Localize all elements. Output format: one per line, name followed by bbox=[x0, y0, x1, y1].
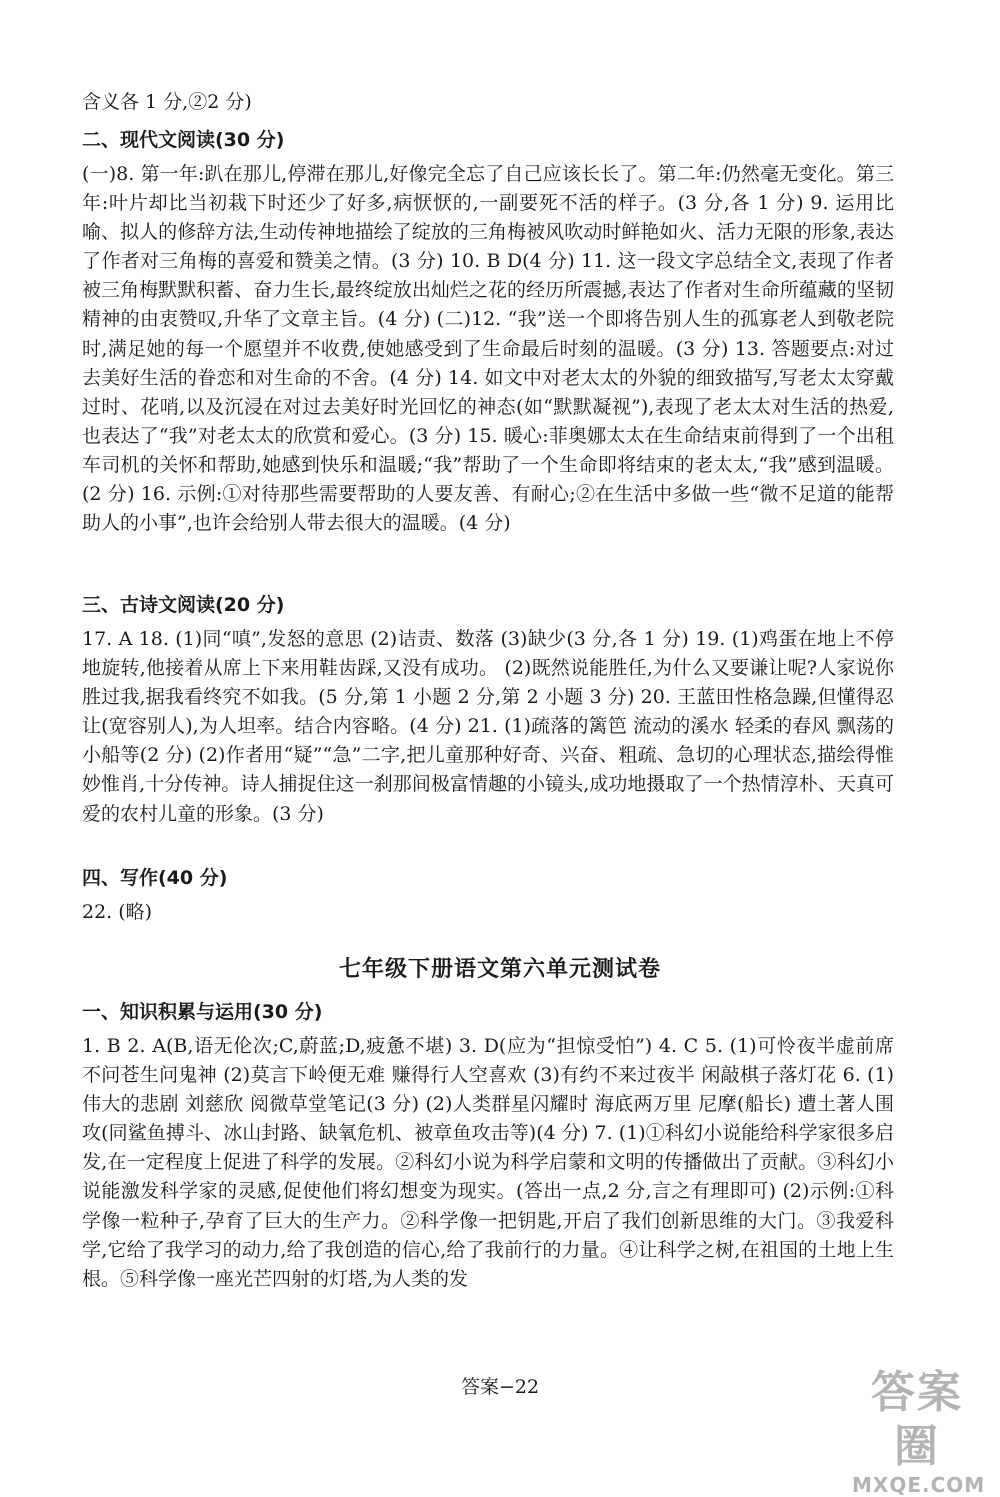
page-number: 答案−22 bbox=[460, 1376, 540, 1398]
watermark-logo bbox=[852, 1366, 986, 1497]
watermark-url: MXQE.COM bbox=[852, 1473, 986, 1497]
section-4-heading: 四、写作(40 分) bbox=[82, 867, 228, 889]
section-2-heading: 二、现代文阅读(30 分) bbox=[82, 129, 285, 151]
watermark-text: 答案圈 bbox=[871, 1367, 963, 1472]
continued-answer-line: 含义各 1 分,②2 分) bbox=[82, 91, 252, 113]
section-2-answers: (一)8. 第一年:趴在那儿,停滞在那儿,好像完全忘了自己应该长长了。第二年:仍然毫无变化。第三年:叶片却比当初栽下时还少了好多,病恹恹的,一副要死不活的样子。(3 分,各 1 分) 9. 运用比喻、拟人的修辞方法,生动传神地描绘了绽放的三角梅被风吹动时鲜艳如火、活力无限的形象,表达了作者对三角梅的喜爱和赞美之情。(3 分) 10. B D(4 分) 11. 这一段文字总结全文,表现了作者被三角梅默默积蓄、奋力生长,最终绽放出灿烂之花的经历所震撼,表达了作者对生命所蕴藏的坚韧精神的由衷赞叹,升华了文章主旨。(4 分) (二)12. “我”送一个即将告别人生的孤寡老人到敬老院时,满足她的每一个愿望并不收费,使她感受到了生命最后时刻的温暖。(3 分) 13. 答题要点:对过去美好生活的眷恋和对生命的不舍。(4 分) 14. 如文中对老太太的外貌的细致描写,写老太太穿戴过时、花哨,以及沉浸在对过去美好时光回忆的神态(如“默默凝视”),表现了老太太对生活的热爱,也表达了“我”对老太太的欣赏和爱心。(3 分) 15. 暖心:菲奥娜太太在生命结束前得到了一个出租车司机的关怀和帮助,她感到快乐和温暖;“我”帮助了一个生命即将结束的老太太,“我”感到温暖。(2 分) 16. 示例:①对待那些需要帮助的人要友善、有耐心;②在生活中多做一些“微不足道的能帮助人的小事”,也许会给别人带去很大的温暖。(4 分) bbox=[82, 163, 894, 535]
section-3-answers: 17. A 18. (1)同“嗔”,发怒的意思 (2)诘责、数落 (3)缺少(3 分,各 1 分) 19. (1)鸡蛋在地上不停地旋转,他接着从席上下来用鞋齿踩,又没有成功。 (2)既然说能胜任,为什么又要谦让呢?人家说你胜过我,据我看终究不如我。(5 分,第 1 小题 2 分,第 2 小题 3 分) 20. 王蓝田性格急躁,但懂得忍让(宽容别人),为人坦率。结合内容略。(4 分) 21. (1)疏落的篱笆 流动的溪水 轻柔的春风 飘荡的小船等(2 分) (2)作者用“疑”“急”二字,把儿童那种好奇、兴奋、粗疏、急切的心理状态,描绘得惟妙惟肖,十分传神。诗人捕捉住这一刹那间极富情趣的小镜头,成功地摄取了一个热情淳朴、天真可爱的农村儿童的形象。(3 分) bbox=[82, 628, 894, 825]
unit-test-title: 七年级下册语文第六单元测试卷 bbox=[338, 957, 661, 982]
part-1-heading: 一、知识积累与运用(30 分) bbox=[82, 1001, 323, 1023]
section-4-answers: 22. (略) bbox=[82, 901, 153, 923]
section-3-heading: 三、古诗文阅读(20 分) bbox=[82, 594, 285, 616]
part-1-answers: 1. B 2. A(B,语无伦次;C,蔚蓝;D,疲惫不堪) 3. D(应为“担惊受怕”) 4. C 5. (1)可怜夜半虚前席 不问苍生问鬼神 (2)莫言下岭便无难 赚得行人空喜欢 (3)有约不来过夜半 闲敲棋子落灯花 6. (1)伟大的悲剧 刘慈欣 阅微草堂笔记(3 分) (2)人类群星闪耀时 海底两万里 尼摩(船长) 遭土著人围攻(同鲨鱼搏斗、冰山封路、缺氧危机、被章鱼攻击等)(4 分) 7. (1)①科幻小说能给科学家很多启发,在一定程度上促进了科学的发展。②科幻小说为科学启蒙和文明的传播做出了贡献。③科幻小说能激发科学家的灵感,促使他们将幻想变为现实。(答出一点,2 分,言之有理即可) (2)示例:①科学像一粒种子,孕育了巨大的生产力。②科学像一把钥匙,开启了我们创新思维的大门。③我爱科学,它给了我学习的动力,给了我创造的信心,给了我前行的力量。④让科学之树,在祖国的土地上生根。⑤科学像一座光芒四射的灯塔,为人类的发 bbox=[82, 1035, 894, 1290]
